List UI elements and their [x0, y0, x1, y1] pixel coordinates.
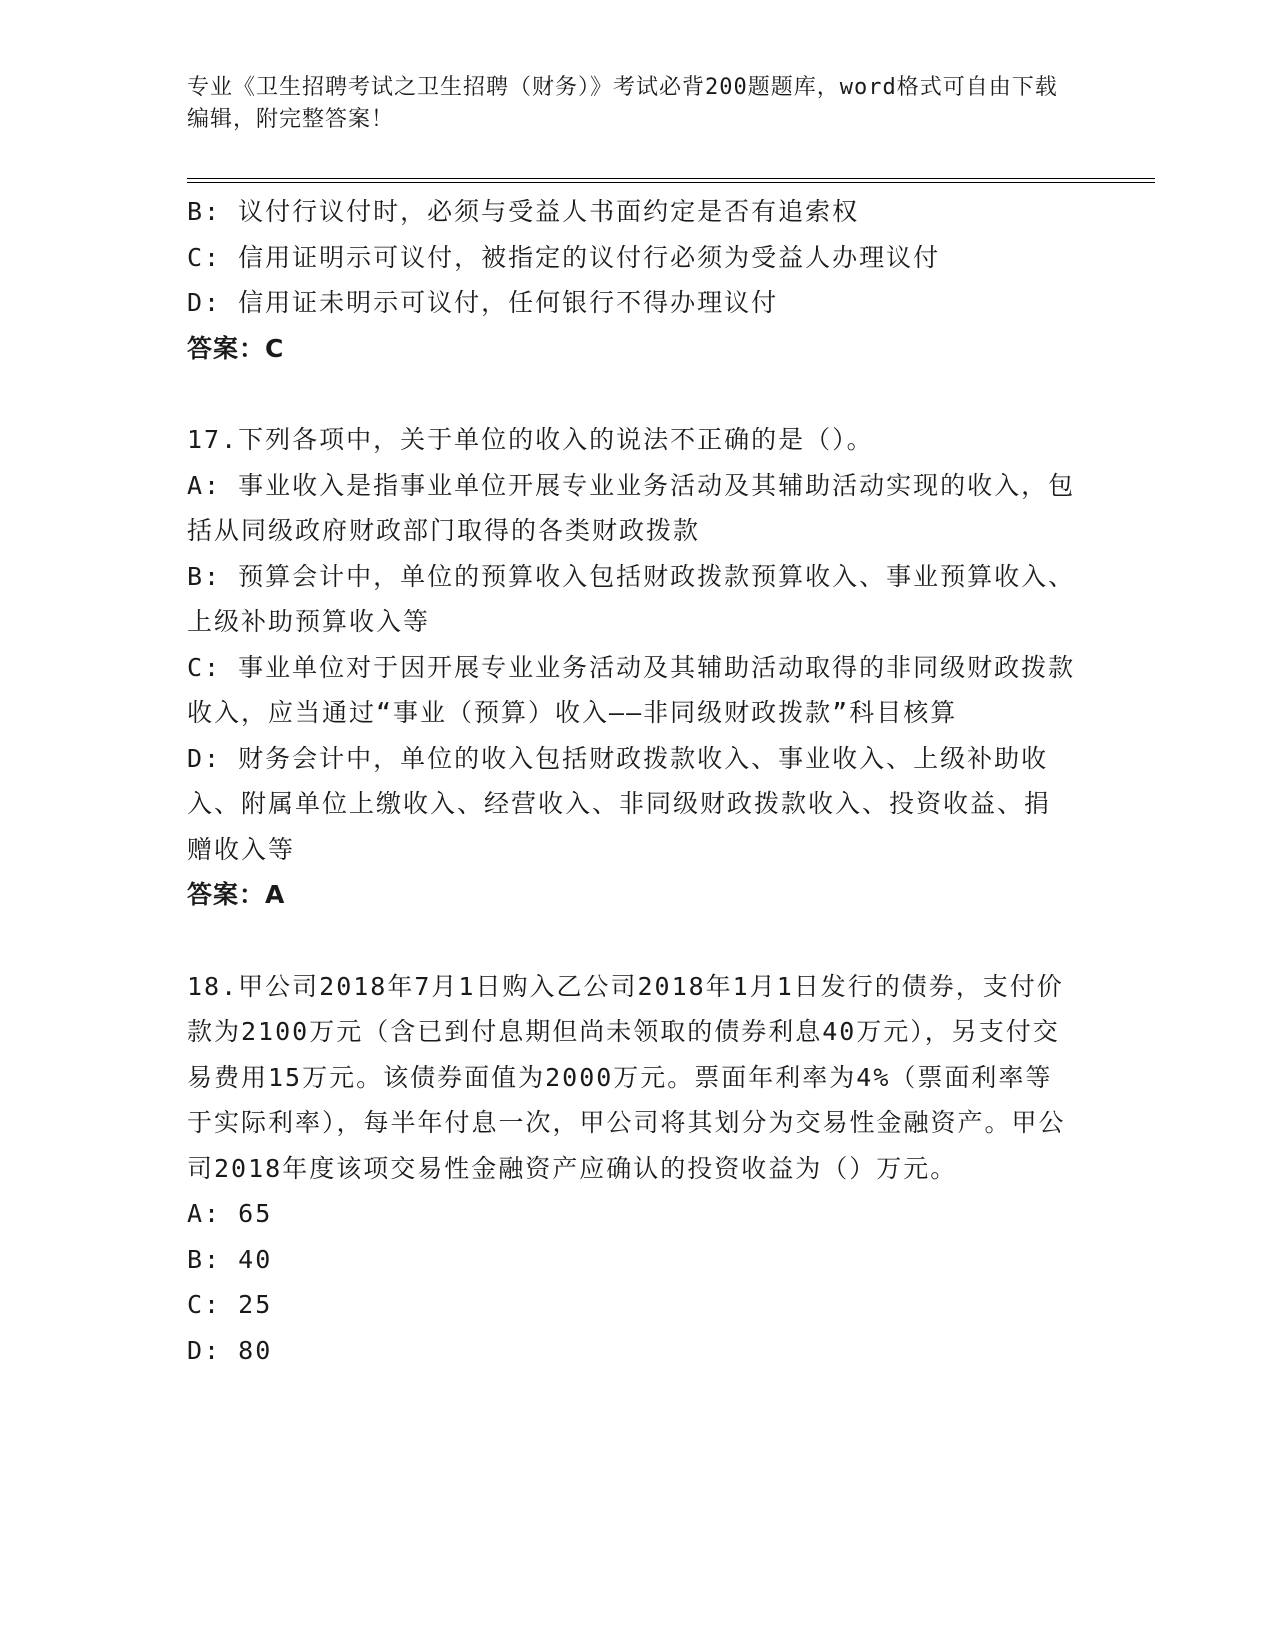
- option-d: D: 信用证未明示可议付，任何银行不得办理议付: [187, 288, 779, 317]
- spacer: [187, 371, 1077, 417]
- option-c: C: 事业单位对于因开展专业业务活动及其辅助活动取得的非同级财政拨款收入，应当通过“事业（预算）收入——非同级财政拨款”科目核算: [187, 652, 1076, 727]
- option-d: D: 80: [187, 1335, 273, 1365]
- option-c: C: 信用证明示可议付，被指定的议付行必须为受益人办理议付: [187, 242, 941, 272]
- option-b: B: 议付行议付时，必须与受益人书面约定是否有追索权: [187, 197, 860, 226]
- option-a: A: 事业收入是指事业单位开展专业业务活动及其辅助活动实现的收入，包括从同级政府财政部门取得的各类财政拨款: [187, 470, 1076, 545]
- answer-label: 答案：A: [187, 880, 286, 909]
- option-b: B: 预算会计中，单位的预算收入包括财政拨款预算收入、事业预算收入、上级补助预算收入等: [187, 561, 1076, 636]
- option-c: C: 25: [187, 1290, 273, 1319]
- option-d: D: 财务会计中，单位的收入包括财政拨款收入、事业收入、上级补助收入、附属单位上缴收入、经营收入、非同级财政拨款收入、投资收益、捐赠收入等: [187, 743, 1052, 864]
- option-a: A: 65: [187, 1199, 273, 1228]
- document-body: [187, 189, 1077, 1373]
- spacer: [187, 918, 1077, 964]
- header-divider-top: [187, 178, 1155, 179]
- header-divider-bottom: [187, 182, 1155, 183]
- answer-label: 答案：C: [187, 333, 285, 363]
- option-b: B: 40: [187, 1244, 273, 1274]
- question-stem: 18.甲公司2018年7月1日购入乙公司2018年1月1日发行的债券，支付价款为2100万元（含已到付息期但尚未领取的债券利息40万元），另支付交易费用15万元。该债券面值为2000万元。票面年利率为4%（票面利率等于实际利率），每半年付息一次，甲公司将其划分为交易性金融资产。甲公司2018年度该项交易性金融资产应确认的投资收益为（）万元。: [187, 971, 1066, 1183]
- document-header: 专业《卫生招聘考试之卫生招聘（财务）》考试必背200题题库，word格式可自由下载编辑，附完整答案！: [187, 75, 1058, 132]
- question-stem: 17.下列各项中，关于单位的收入的说法不正确的是（）。: [187, 425, 874, 454]
